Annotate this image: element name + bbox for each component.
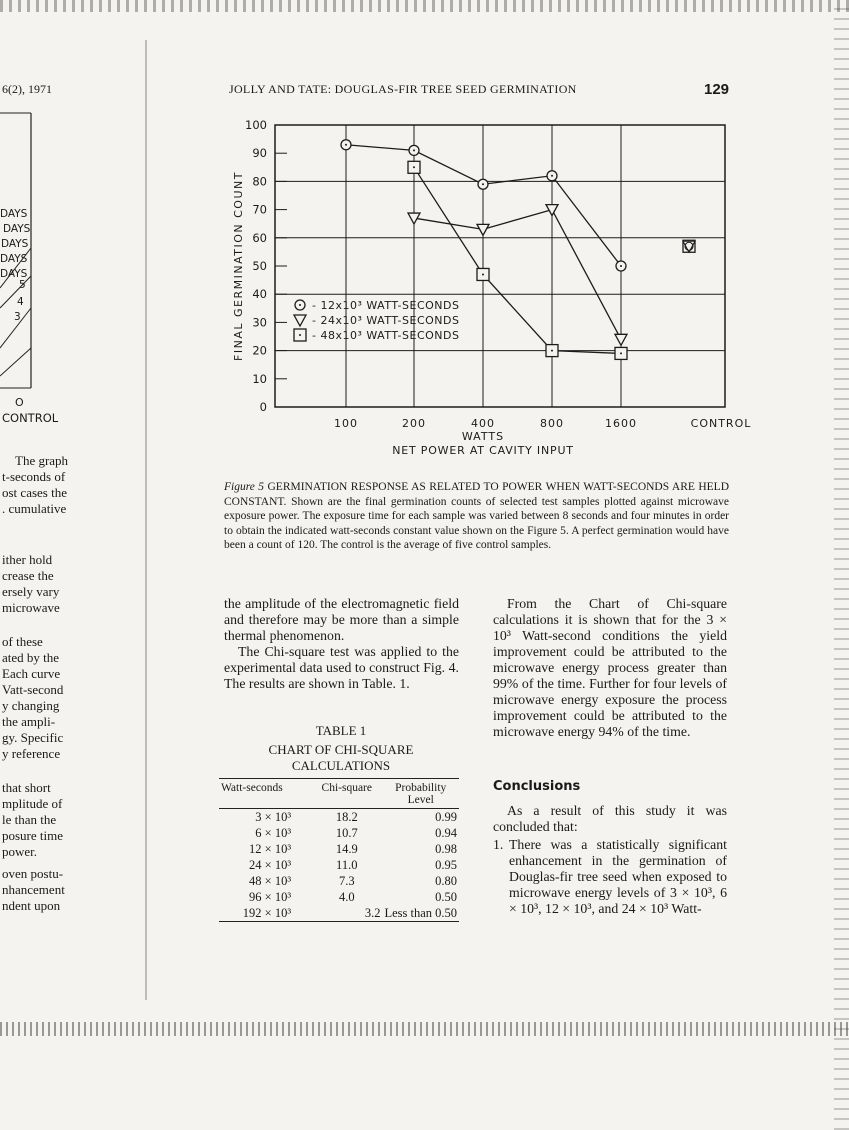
column-header: Chi-square: [321, 782, 372, 794]
table-row: [219, 809, 459, 826]
scan-edge-top: [0, 0, 849, 12]
table-cell: 7.3: [338, 874, 355, 888]
left-text-line: le than the: [2, 812, 57, 827]
left-fig-label: 4: [17, 296, 24, 308]
table-cell: 0.94: [435, 826, 457, 840]
left-fig-label: DAYS: [1, 238, 29, 250]
left-text-line: y reference: [2, 746, 61, 761]
left-text-line: The graph: [15, 453, 69, 468]
left-text-line: ersely vary: [2, 584, 60, 599]
table-cell: 18.2: [335, 810, 358, 824]
table-subtitle: CALCULATIONS: [291, 758, 391, 773]
table-subtitle: CHART OF CHI-SQUARE: [268, 742, 414, 757]
left-text-line: crease the: [2, 568, 54, 583]
left-text-line: of these: [2, 634, 43, 649]
legend: [294, 299, 459, 342]
table-row: [219, 905, 459, 922]
table-cell: 3 × 10³: [255, 810, 292, 824]
scan-edge-right: [834, 0, 849, 1130]
paragraph: As a result of this study it was concluded that:: [493, 803, 727, 834]
table-row: [219, 825, 459, 841]
page-number: 129: [704, 81, 730, 98]
germination-chart: [225, 110, 752, 465]
left-text-line: ither hold: [2, 552, 53, 567]
data-point-triangle: [477, 224, 489, 235]
y-tick-label: 90: [252, 146, 267, 161]
x-tick-label: 800: [540, 417, 564, 430]
left-text-line: ated by the: [2, 650, 60, 665]
table-cell: 0.98: [435, 842, 457, 856]
y-tick-label: 40: [252, 287, 267, 302]
data-point-square-dot: [482, 273, 484, 275]
section-heading: Conclusions: [493, 779, 581, 794]
left-text-line: gy. Specific: [2, 730, 64, 745]
left-text-line: microwave: [2, 600, 60, 615]
x-tick-label: 100: [334, 417, 358, 430]
y-axis-label: FINAL GERMINATION COUNT: [232, 171, 245, 361]
y-tick-label: 10: [252, 371, 267, 386]
y-tick-label: 60: [252, 230, 267, 245]
legend-marker-triangle: [294, 315, 306, 326]
column-header: Probability Level: [395, 782, 447, 806]
paragraph: the amplitude of the electromagnetic field and therefore may be more than a simple thermal phenomenon.: [224, 596, 459, 643]
left-text-line: y changing: [2, 698, 60, 713]
data-point-circle-dot: [551, 175, 553, 177]
left-fig-label: DAYS: [0, 208, 28, 220]
scan-edge-bottom: [0, 1022, 849, 1036]
x-tick-label: CONTROL: [690, 417, 752, 430]
left-fig-label: DAYS: [0, 253, 28, 265]
paragraph: The Chi-square test was applied to the experimental data used to construct Fig. 4. The results are shown in Table. 1.: [224, 644, 459, 691]
y-tick-label: 100: [245, 118, 267, 132]
left-text-line: ost cases the: [2, 485, 67, 500]
legend-label: - 12x10³ WATT-SECONDS: [312, 299, 460, 312]
data-point-circle-dot: [620, 265, 622, 267]
left-axis-label: CONTROL: [2, 411, 59, 425]
table-cell: 0.50: [435, 890, 457, 904]
table-cell: 3.2: [364, 906, 381, 920]
table-cell: 6 × 10³: [255, 826, 292, 840]
page-gutter: [145, 40, 147, 1000]
list-text: There was a statistically significant enhancement in the germination of Douglas-fir tree seed when exposed to microwave energy levels of 3 × 10³, 6 × 10³, 12 × 10³, and 24 × 10³ Watt-: [509, 837, 727, 916]
data-point-circle-dot: [345, 144, 347, 146]
left-text-line: Each curve: [2, 666, 61, 681]
table-cell: Less than 0.50: [384, 906, 457, 920]
data-point-triangle: [546, 205, 558, 216]
table-cell: 96 × 10³: [249, 890, 292, 904]
data-point-square-dot: [551, 350, 553, 352]
x-tick-label: 1600: [605, 417, 637, 430]
legend-marker-square-dot: [299, 334, 301, 336]
table-cell: 0.99: [435, 810, 457, 824]
plot-frame: [275, 125, 725, 407]
table-cell: 0.80: [435, 874, 457, 888]
table-title: TABLE 1: [315, 723, 367, 738]
y-tick-label: 70: [252, 202, 267, 217]
middle-column: [224, 596, 459, 692]
data-point-circle-dot: [482, 183, 484, 185]
left-axis-zero: O: [15, 396, 24, 409]
y-tick-label: 20: [252, 343, 267, 358]
left-text-line: ndent upon: [2, 898, 61, 913]
y-tick-label: 80: [252, 174, 267, 189]
left-fig-label: DAYS: [3, 223, 31, 235]
left-text-line: mplitude of: [2, 796, 63, 811]
list-number: 1.: [493, 837, 504, 852]
data-point-square-dot: [620, 352, 622, 354]
left-text-line: power.: [2, 844, 38, 859]
data-point-triangle: [615, 334, 627, 345]
left-text-line: oven postu-: [2, 866, 64, 881]
table-cell: 11.0: [336, 858, 358, 872]
figure-body: Shown are the final germination counts of selected test samples plotted against microwave exposure power. The exposure time for each sample was varied between 8 seconds and four minutes in order to obtain the indicated watt-seconds constant value shown on the Figure 5. A perfect germination would have been a count of 120. The control is the average of five control samples.: [224, 495, 730, 551]
table-cell: 14.9: [335, 842, 358, 856]
left-journal-ref: 6(2), 1971: [2, 82, 52, 96]
table-row: [219, 873, 459, 889]
legend-marker-circle-dot: [299, 304, 301, 306]
data-point-square-dot: [413, 166, 415, 168]
figure-title: GERMINATION RESPONSE AS RELATED TO POWER WHEN WATT-SECONDS ARE HELD CONSTANT.: [224, 481, 730, 508]
table-cell: 4.0: [338, 890, 355, 904]
left-text-line: . cumulative: [2, 501, 67, 516]
table-row: [219, 889, 459, 905]
data-point-circle-dot: [413, 149, 415, 151]
left-text-line: Vatt-second: [2, 682, 64, 697]
list-item: [493, 837, 727, 917]
y-tick-label: 50: [252, 259, 267, 273]
x-axis-label-secondary: NET POWER AT CAVITY INPUT: [392, 444, 574, 457]
table-cell: 0.95: [435, 858, 457, 872]
left-text-line: the ampli-: [2, 714, 56, 729]
table-row: [219, 841, 459, 857]
table-cell: 48 × 10³: [249, 874, 292, 888]
table-cell: 10.7: [335, 826, 358, 840]
y-tick-label: 0: [259, 400, 267, 414]
left-fig-label: 5: [19, 279, 26, 291]
x-axis-label: WATTS: [461, 430, 505, 443]
x-tick-label: 400: [471, 417, 495, 430]
y-tick-label: 30: [252, 315, 267, 330]
table-cell: 24 × 10³: [249, 858, 292, 872]
table-row: [219, 857, 459, 873]
left-text-line: nhancement: [2, 882, 65, 897]
table-cell: 192 × 10³: [242, 906, 292, 920]
left-text-line: t-seconds of: [2, 469, 66, 484]
table-cell: 12 × 10³: [249, 842, 292, 856]
figure-caption: [224, 480, 729, 553]
left-text-line: that short: [2, 780, 51, 795]
legend-label: - 48x10³ WATT-SECONDS: [312, 329, 460, 342]
running-title: JOLLY AND TATE: DOUGLAS-FIR TREE SEED GERMINATION: [229, 82, 577, 96]
column-header: Watt-seconds: [221, 782, 283, 794]
legend-label: - 24x10³ WATT-SECONDS: [312, 314, 460, 327]
right-column-paragraph: From the Chart of Chi-square calculations it is shown that for the 3 × 10³ Watt-second conditions the yield improvement could be attributed to the microwave energy process greater than 99% of the time. Further for four levels of microwave energy exposure the process improvement could be attributed to the microwave energy 94% of the time.: [493, 596, 727, 739]
left-text-line: posure time: [2, 828, 64, 843]
chi-square-table: [219, 778, 459, 922]
left-fig-label: 3: [14, 311, 21, 323]
left-fig-label: DAYS: [0, 268, 28, 280]
table-header-row: [219, 779, 459, 809]
x-tick-label: 200: [402, 417, 426, 430]
figure-label: Figure 5: [224, 481, 265, 493]
